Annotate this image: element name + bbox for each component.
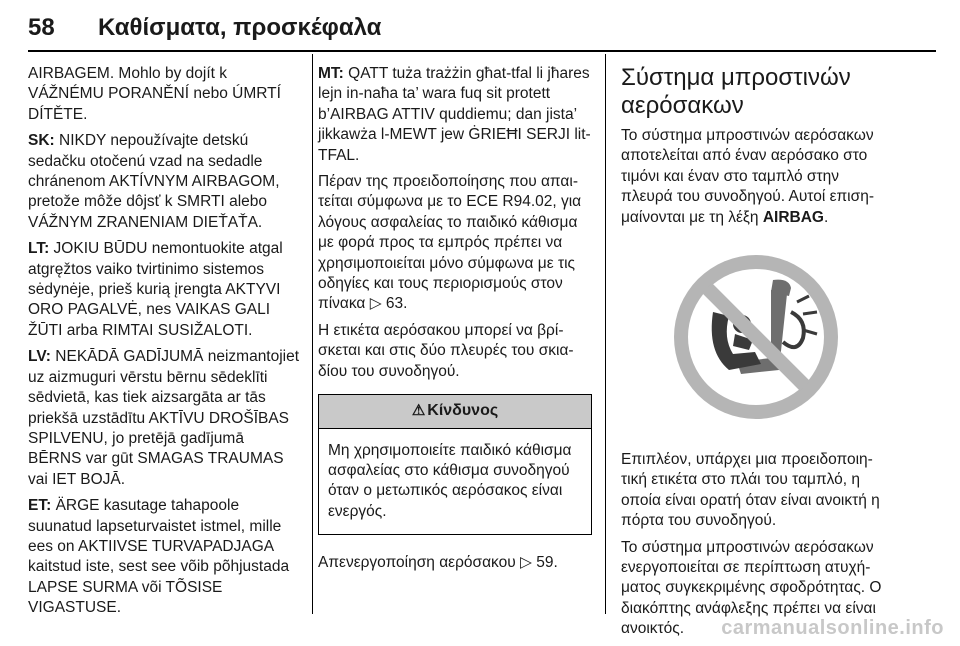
paragraph-text: Το σύστημα μπροστινών αερόσακων αποτελείται από έναν αερόσακο στο τιμόνι και έναν στο ταμπλό στην πλευρά του συνοδηγού. Αυτοί επισημαίνονται με τη λέξη [621, 127, 874, 226]
column-1 [28, 64, 301, 625]
lang-code: MT: [318, 65, 344, 82]
danger-box [318, 394, 592, 535]
page-reference-arrow-icon: ▷ [369, 295, 382, 313]
airbag-word: AIRBAG [762, 208, 824, 226]
lang-code: SK: [28, 132, 55, 150]
danger-title: Κίνδυνος [427, 402, 499, 420]
warning-text: JOKIU BŪDU nemontuokite atgal atgręžtos vaiko tvirtinimo sistemos sėdynėje, prieš kurią įrengta AKTYVI ORO PAGALVĖ, nes VAIKAS GALI ŽŪTI arba RIMTAI SUSIŽALOTI. [28, 240, 283, 339]
warning-triangle-icon: ⚠ [411, 402, 426, 420]
danger-header [319, 395, 591, 428]
page-reference[interactable]: 63. [385, 295, 408, 313]
warning-text: NEKĀDĀ GADĪJUMĀ neizmantojiet uz aizmuguri vērstu bērnu sēdeklīti sēdvietā, kas tiek aizsargāta ar tās priekšā uzstādītu AKTĪVU DROŠĪBAS SPILVENU, jo pretējā gadījumā BĒRNS var gūt SMAGAS TRAUMAS vai IET BOJĀ. [28, 348, 300, 488]
mt-warning [318, 64, 592, 166]
header-rule [28, 50, 936, 52]
column-2 [318, 64, 592, 580]
page-title: Καθίσματα, προσκέφαλα [98, 14, 382, 41]
warning-text: NIKDY nepoužívajte detskú sedačku otočenú vzad na sedadle chránenom AKTÍVNYM AIRBAGOM, pretože môže dôjsť k SMRTI alebo VÁŽNYM ZRANENIAM DIEŤAŤA. [28, 132, 280, 231]
lt-warning [28, 239, 301, 341]
section-heading: Σύστημα μπροστινών αερόσακων [621, 64, 851, 119]
lang-code: LT: [28, 240, 50, 258]
no-airbag-child-seat-icon [621, 242, 891, 432]
warning-text: ÄRGE kasutage tahapoole suunatud lapseturvaistet istmel, mille ees on AKTIIVSE TURVAPADJAGA kaitstud iste, sest see võib põhjustada LAPSE SURMA või TÕSISE VIGASTUSE. [28, 497, 290, 617]
lv-warning [28, 347, 301, 490]
page-header [28, 14, 381, 42]
activation-paragraph: Το σύστημα μπροστινών αερόσακων ενεργοποιείται σε περίπτωση ατυχήματος συγκεκριμένης σφοδρότητας. Ο διακόπτης ανάφλεξης πρέπει να είναι ανοικτός. [621, 538, 882, 638]
column-divider-1 [312, 54, 313, 614]
label-location-paragraph: Η ετικέτα αερόσακου μπορεί να βρίσκεται και στις δύο πλευρές του σκιαδίου του συνοδηγού. [318, 321, 574, 380]
warning-text: QATT tuża trażżin għat-tfal li jħares lejn in-naħa ta’ wara fuq sit protett b’AIRBAG ATTIV quddiemu; dan jista’ jikkawża l-MEWT jew ĠRIEĦI SERJI lit-TFAL. [318, 65, 591, 164]
cz-warning-end: AIRBAGEM. Mohlo by dojít k VÁŽNÉMU PORANĚNÍ nebo ÚMRTÍ DÍTĚTE. [28, 65, 281, 123]
danger-text: Μη χρησιμοποιείτε παιδικό κάθισμα ασφαλείας στο κάθισμα συνοδηγού όταν ο μετωπικός αερόσακος είναι ενεργός. [328, 441, 572, 520]
et-warning [28, 496, 301, 618]
paragraph-text: Πέραν της προειδοποίησης που απαιτείται σύμφωνα με το ECE R94.02, για λόγους ασφαλείας το παιδικό κάθισμα με φορά προς τα εμπρός πρέπει να χρησιμοποιείται μόνο σύμφωνα με τις οδηγίες και τους περιορισμούς στον πίνακα [318, 173, 582, 313]
side-label-paragraph: Επιπλέον, υπάρχει μια προειδοποιητική ετικέτα στο πλάι του ταμπλό, η οποία είναι ορατή όταν είναι ανοικτή η πόρτα του συνοδηγού. [621, 451, 880, 530]
column-3 [621, 64, 891, 646]
lang-code: ET: [28, 497, 52, 515]
page-number: 58 [28, 14, 55, 41]
sk-warning [28, 131, 301, 233]
lang-code: LV: [28, 348, 51, 366]
deactivation-reference [318, 553, 592, 573]
page-reference[interactable]: 59. [536, 554, 558, 572]
paragraph-text: Απενεργοποίηση αερόσακου [318, 554, 516, 572]
ece-paragraph [318, 172, 592, 315]
watermark: carmanualsonline.info [721, 617, 944, 639]
column-divider-2 [605, 54, 606, 614]
page-reference-arrow-icon: ▷ [520, 554, 532, 572]
front-airbag-paragraph: Το σύστημα μπροστινών αερόσακων αποτελείται από έναν αερόσακο στο τιμόνι και έναν στο ταμπλό στην πλευρά του συνοδηγού. Αυτοί επισημαίνονται με τη λέξη AIRBAG. [621, 127, 874, 226]
